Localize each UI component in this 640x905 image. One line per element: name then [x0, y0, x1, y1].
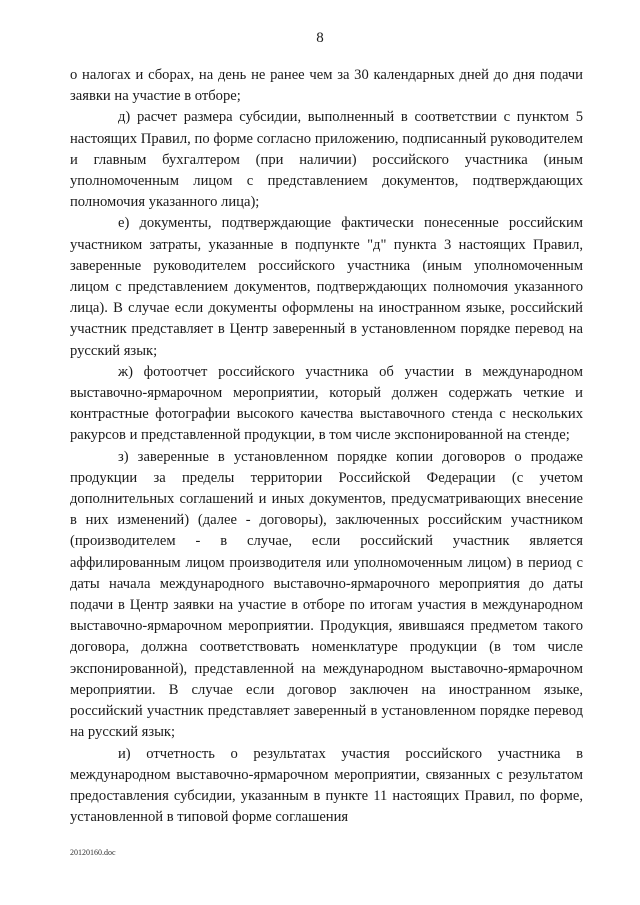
paragraph-item-i: и) отчетность о результатах участия российского участника в международном выставочно-ярмарочном мероприятии, связанных с результатом предоставления субсидии, указанным в пункте 11 настоящих Правил, по форме, установленной в типовой форме соглашения [70, 745, 583, 826]
footer-doc-id: 20120160.doc [70, 848, 116, 857]
page-number: 8 [316, 30, 324, 46]
paragraph-item-z: з) заверенные в установленном порядке копии договоров о продаже продукции за пределы территории Российской Федерации (с учетом дополнительных соглашений и иных документов, предусматривающих внесение в них изменений) (далее - договоры), заключенных российским участником (производителем - в случае, если российский участник является аффилированным лицом производителя или уполномоченным лицом) в период с даты начала международного выставочно-ярмарочного мероприятия до даты подачи в Центр заявки на участие в отборе по итогам участия в международном выставочно-ярмарочном мероприятии. Продукция, явившаяся предметом такого договора, должна соответствовать номенклатуре продукции (в том числе экспонированной), представленной на международном выставочно-ярмарочном мероприятии. В случае если договор заключен на иностранном языке, российский участник представляет заверенный в установленном порядке перевод на русский язык; [70, 448, 583, 741]
paragraph-continuation: о налогах и сборах, на день не ранее чем за 30 календарных дней до дня подачи заявки на участие в отборе; [70, 67, 583, 105]
paragraph-item-zh: ж) фотоотчет российского участника об участии в международном выставочно-ярмарочном мероприятии, который должен содержать четкие и контрастные фотографии высокого качества выставочного стенда с нескольких ракурсов и представленной продукции, в том числе экспонированной на стенде; [70, 363, 583, 444]
paragraph-item-d: д) расчет размера субсидии, выполненный в соответствии с пунктом 5 настоящих Правил, по форме согласно приложению, подписанный руководителем и главным бухгалтером (при наличии) российского участника (иным уполномоченным лицом с представлением документов, подтверждающих полномочия указанного лица); [70, 109, 583, 211]
document-body [70, 65, 583, 828]
paragraph-item-e: е) документы, подтверждающие фактически понесенные российским участником затраты, указанные в подпункте "д" пункта 3 настоящих Правил, заверенные руководителем российского участника (иным уполномоченным лицом с представлением документов, подтверждающих полномочия указанного лица). В случае если документы оформлены на иностранном языке, российский участник представляет в Центр заверенный в установленном порядке перевод на русский язык; [70, 215, 583, 359]
